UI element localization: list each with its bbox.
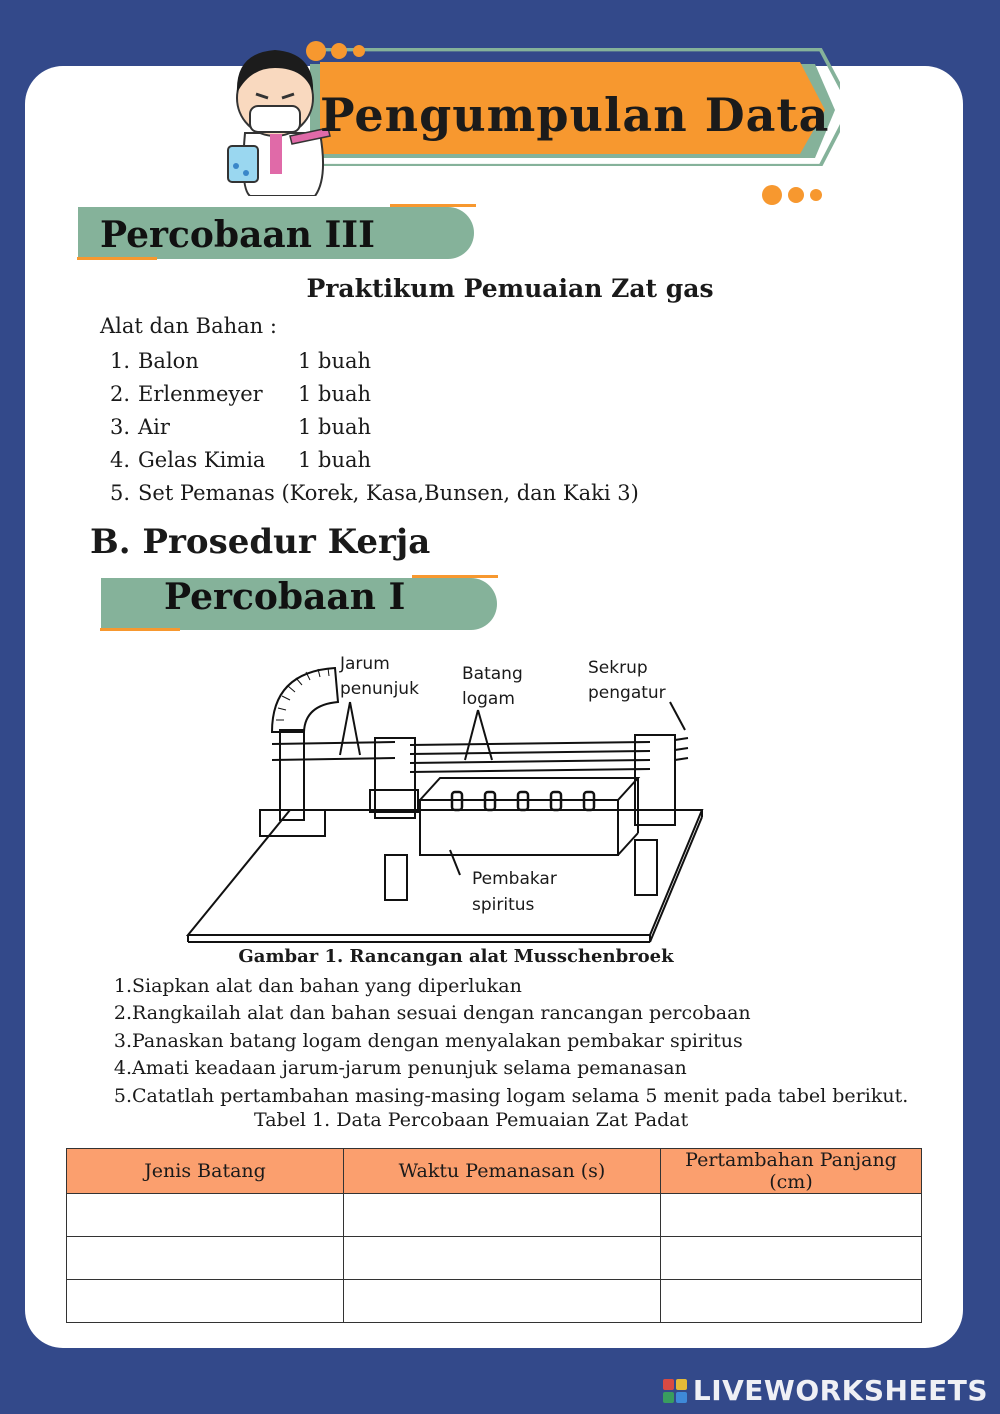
materials-list xyxy=(100,344,639,509)
experiment1-label: Percobaan I xyxy=(164,576,406,618)
liveworksheets-cube-icon xyxy=(663,1379,687,1403)
column-header: Jenis Batang xyxy=(67,1149,344,1194)
table-cell-input[interactable] xyxy=(661,1194,922,1237)
materials-heading: Alat dan Bahan : xyxy=(100,314,277,338)
table-cell-input[interactable] xyxy=(344,1280,661,1323)
table-cell-input[interactable] xyxy=(661,1280,922,1323)
table-cell-input[interactable] xyxy=(67,1194,344,1237)
experiment3-label: Percobaan III xyxy=(100,214,375,256)
scientist-illustration xyxy=(220,38,335,196)
list-item: 1. Siapkan alat dan bahan yang diperlukan xyxy=(113,974,522,997)
list-item: 5. Set Pemanas (Korek, Kasa,Bunsen, dan Kaki 3) xyxy=(109,480,639,505)
data-table xyxy=(66,1148,922,1323)
table-cell-input[interactable] xyxy=(661,1237,922,1280)
table-cell-input[interactable] xyxy=(67,1280,344,1323)
list-item: 4. Amati keadaan jarum-jarum penunjuk selama pemanasan xyxy=(113,1057,687,1080)
page-title: Pengumpulan Data xyxy=(320,88,830,142)
column-header: Pertambahan Panjang (cm) xyxy=(661,1149,922,1194)
decor-dot xyxy=(810,189,822,201)
list-item: 4. Gelas Kimia 1 buah xyxy=(109,447,372,472)
table-cell-input[interactable] xyxy=(344,1194,661,1237)
figure-caption: Gambar 1. Rancangan alat Musschenbroek xyxy=(238,946,674,967)
figure-label-sekrup: Sekrup pengatur xyxy=(588,658,666,703)
list-item: 1. Balon 1 buah xyxy=(109,348,372,373)
list-item: 2. Erlenmeyer 1 buah xyxy=(109,381,372,406)
list-item: 3. Panaskan batang logam dengan menyalakan pembakar spiritus xyxy=(113,1029,743,1052)
figure-label-batang: Batang logam xyxy=(462,664,523,709)
table-row xyxy=(67,1237,922,1280)
accent-line xyxy=(77,257,157,260)
table-row xyxy=(67,1194,922,1237)
experiment3-subtitle: Praktikum Pemuaian Zat gas xyxy=(306,274,714,303)
table-header-row xyxy=(67,1149,922,1194)
column-header: Waktu Pemanasan (s) xyxy=(344,1149,661,1194)
table-cell-input[interactable] xyxy=(67,1237,344,1280)
decor-dot xyxy=(353,45,365,57)
liveworksheets-logo: LIVEWORKSHEETS xyxy=(663,1374,988,1407)
table-row xyxy=(67,1280,922,1323)
figure-label-pembakar: Pembakar spiritus xyxy=(472,869,557,915)
section-heading: B. Prosedur Kerja xyxy=(90,522,431,562)
table-cell-input[interactable] xyxy=(344,1237,661,1280)
decor-dot xyxy=(762,185,782,205)
list-item: 3. Air 1 buah xyxy=(109,414,372,439)
decor-dot xyxy=(788,187,804,203)
table-caption: Tabel 1. Data Percobaan Pemuaian Zat Padat xyxy=(254,1109,689,1131)
list-item: 5. Catatlah pertambahan masing-masing logam selama 5 menit pada tabel berikut. xyxy=(113,1084,909,1107)
list-item: 2. Rangkailah alat dan bahan sesuai dengan rancangan percobaan xyxy=(113,1002,751,1025)
procedure-steps xyxy=(112,972,908,1110)
figure-label-jarum: Jarum penunjuk xyxy=(340,654,419,699)
accent-line xyxy=(100,628,180,631)
